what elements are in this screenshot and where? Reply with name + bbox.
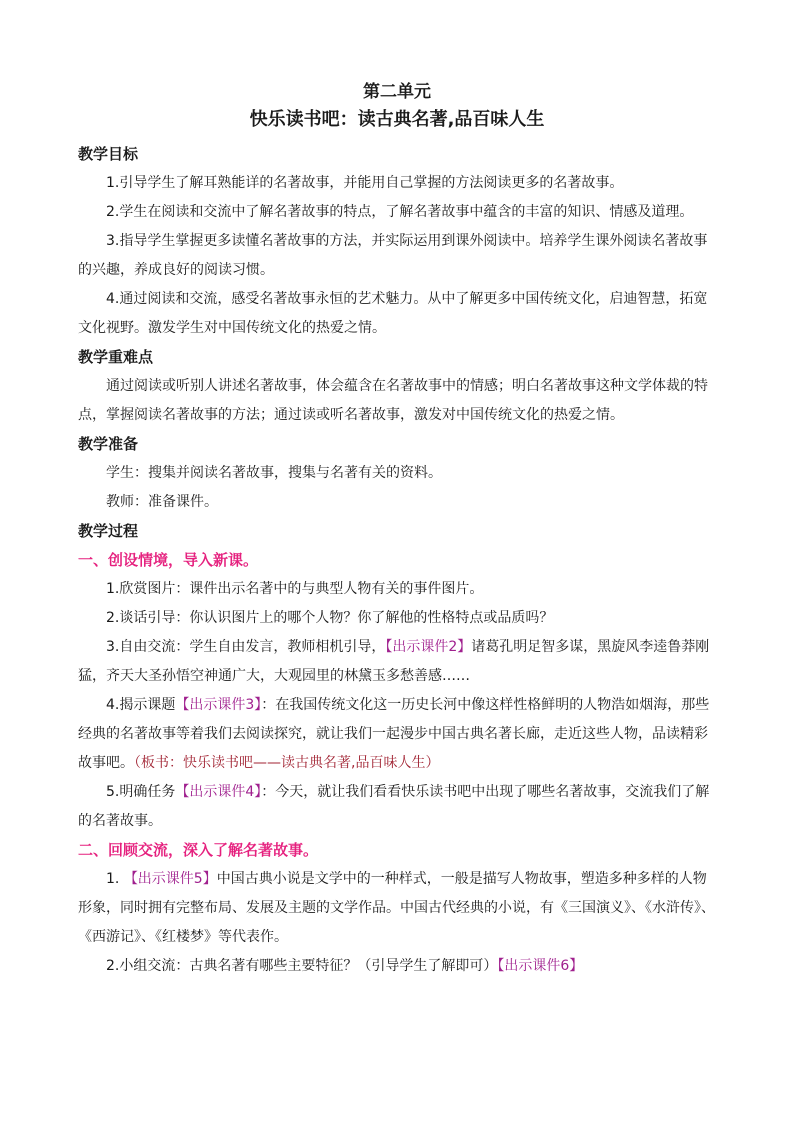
preparation-student: 学生：搜集并阅读名著故事，搜集与名著有关的资料。 — [106, 465, 442, 481]
preparation-heading: 教学准备 — [78, 435, 139, 453]
courseware-tag: 【出示课件3】 — [175, 697, 262, 713]
text-run: 4.揭示课题 — [106, 697, 176, 713]
text-run: 2.小组交流：古典名著有哪些主要特征？（引导学生了解即可） — [106, 958, 498, 974]
part2-item — [78, 952, 718, 981]
part2-heading: 二、回顾交流，深入了解名著故事。 — [78, 841, 319, 859]
part1-item — [78, 778, 718, 836]
goals-heading: 教学目标 — [78, 145, 139, 163]
text-run: 5.明确任务 — [106, 784, 176, 800]
process-heading: 教学过程 — [78, 522, 139, 540]
text-run: 3.自由交流：学生自由发言，教师相机引导， — [106, 639, 386, 655]
text-run: ：今天，就让我们看看快乐读书吧中出现了哪些名著故事，交流我们了解的名著故事。 — [78, 784, 710, 829]
text-run: 1. — [106, 871, 124, 887]
keypoints-text: 通过阅读或听别人讲述名著故事，体会蕴含在名著故事中的情感；明白名著故事这种文学体裁的特点，掌握阅读名著故事的方法；通过读或听名著故事，激发对中国传统文化的热爱之情。 — [78, 378, 708, 423]
unit-title: 第二单元 — [363, 82, 431, 102]
courseware-tag: 【出示课件5】 — [123, 871, 217, 887]
text-run: 中国古典小说是文学中的一种样式，一般是描写人物故事，塑造多种多样的人物形象，同时拥有完整布局、发展及主题的文学作品。中国古代经典的小说，有《三国演义》、《水浒传》、《西游记》、《红楼梦》等代表作。 — [78, 871, 715, 945]
part1-item: 2.谈话引导：你认识图片上的哪个人物？你了解他的性格特点或品质吗？ — [106, 610, 554, 626]
text-run: ：在我国传统文化这一历史长河中像这样性格鲜明的人物浩如烟海，那些经典的名著故事等着我们去阅读探究，就让我们一起漫步中国古典名著长廊，走近这些人物，品读精彩故事吧。 — [78, 697, 710, 771]
document-body — [78, 140, 718, 981]
goal-item: 1.引导学生了解耳熟能详的名著故事，并能用自己掌握的方法阅读更多的名著故事。 — [106, 175, 624, 191]
goal-item: 4.通过阅读和交流，感受名著故事永恒的艺术魅力。从中了解更多中国传统文化，启迪智慧，拓宽文化视野。激发学生对中国传统文化的热爱之情。 — [78, 291, 708, 336]
part1-item — [78, 691, 718, 778]
part2-item — [78, 865, 718, 952]
blackboard-note: （板书：快乐读书吧——读古典名著,品百味人生） — [134, 755, 440, 771]
text-run: 诸葛孔明足智多谋，黑旋风李逵鲁莽刚猛，齐天大圣孙悟空神通广大，大观园里的林黛玉多愁善感…… — [78, 639, 710, 684]
courseware-tag: 【出示课件2】 — [385, 639, 472, 655]
lesson-title: 快乐读书吧：读古典名著,品百味人生 — [249, 109, 545, 130]
part1-heading: 一、创设情境，导入新课。 — [78, 551, 259, 569]
part1-item — [78, 633, 718, 691]
part1-item: 1.欣赏图片：课件出示名著中的与典型人物有关的事件图片。 — [106, 581, 484, 597]
goal-item: 3.指导学生掌握更多读懂名著故事的方法，并实际运用到课外阅读中。培养学生课外阅读名著故事的兴趣，养成良好的阅读习惯。 — [78, 233, 708, 278]
goal-item: 2.学生在阅读和交流中了解名著故事的特点，了解名著故事中蕴含的丰富的知识、情感及道理。 — [106, 204, 694, 220]
keypoints-heading: 教学重难点 — [78, 348, 154, 366]
courseware-tag: 【出示课件4】 — [175, 784, 262, 800]
courseware-tag: 【出示课件6】 — [497, 958, 584, 974]
preparation-teacher: 教师：准备课件。 — [106, 494, 218, 510]
